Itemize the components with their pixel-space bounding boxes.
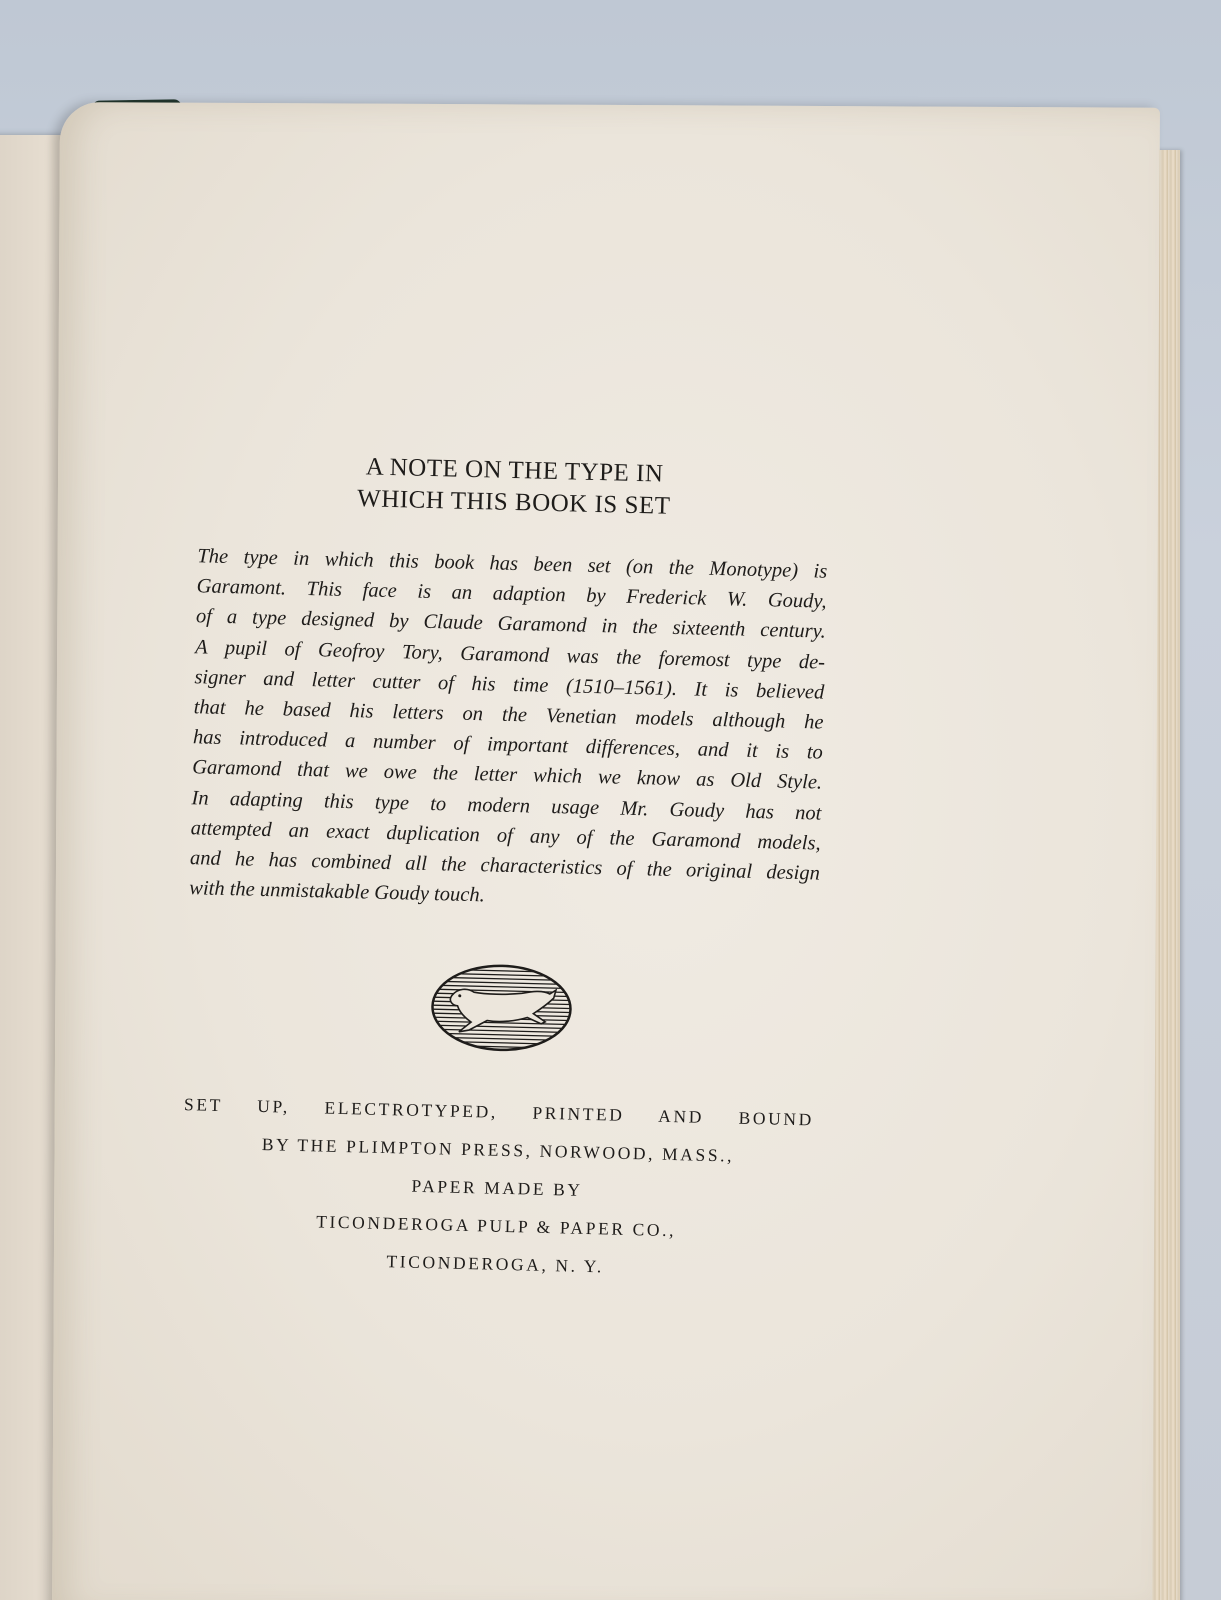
colophon-line: BY THE PLIMPTON PRESS, NORWOOD, MASS.,	[261, 1134, 735, 1166]
colophon-line: TICONDEROGA PULP & PAPER CO.,	[315, 1211, 677, 1241]
running-dog-emblem-icon	[428, 962, 574, 1055]
colophon-line: PAPER MADE BY	[411, 1176, 583, 1201]
paragraph-line: with the unmistakable Goudy touch.	[189, 877, 485, 907]
paragraph-line: A pupil of Geofroy Tory, Garamond was the foremost type de-	[194, 635, 826, 674]
colophon-line: TICONDEROGA, N. Y.	[386, 1251, 605, 1277]
page-content	[180, 447, 830, 1291]
paragraph-line: Garamond that we owe the letter which we know as Old Style.	[191, 756, 823, 795]
paragraph-line: and he has combined all the characteristics of the original design	[189, 847, 821, 885]
paragraph-line: signer and letter cutter of his time (1510–1561). It is believed	[194, 666, 825, 704]
type-note-paragraph	[189, 541, 828, 919]
title-line-2: WHICH THIS BOOK IS SET	[356, 485, 671, 520]
colophon-line: SET UP, ELECTROTYPED, PRINTED AND BOUND	[183, 1094, 815, 1130]
paragraph-line: Garamont. This face is an adaption by Frederick W. Goudy,	[196, 575, 827, 613]
paragraph-line: that he based his letters on the Venetian models although he	[193, 696, 824, 734]
paragraph-line: has introduced a number of important differences, and it is to	[192, 726, 824, 764]
title-line-1: A NOTE ON THE TYPE IN	[365, 453, 664, 488]
paragraph-line: attempted an exact duplication of any of the Garamond models,	[190, 817, 821, 855]
paragraph-line: In adapting this type to modern usage Mr. Goudy has not	[191, 786, 822, 825]
colophon	[180, 1086, 814, 1291]
paragraph-line: of a type designed by Claude Garamond in the sixteenth century.	[195, 605, 827, 644]
paragraph-line: The type in which this book has been set (on the Monotype) is	[197, 545, 828, 583]
